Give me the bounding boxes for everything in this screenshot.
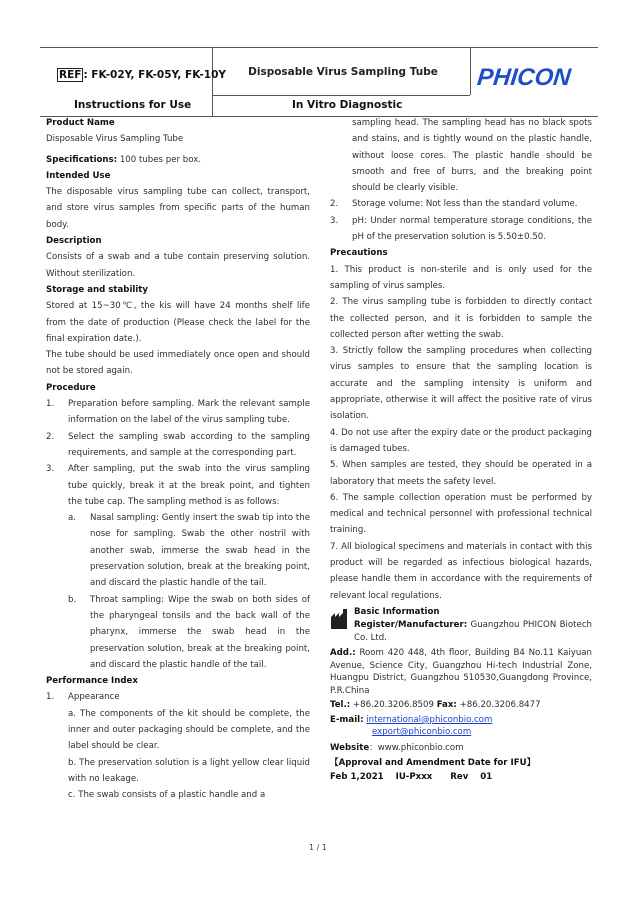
storage-heading: Storage and stability — [46, 284, 148, 295]
email-link-export[interactable]: export@phiconbio.com — [372, 727, 472, 738]
list-item — [46, 592, 310, 673]
tel-value: +86.20.3206.8509 — [350, 700, 437, 711]
fax-label: Fax: — [436, 700, 457, 711]
website — [330, 742, 592, 755]
item-number: 2. — [330, 199, 339, 210]
subheader-ivd: In Vitro Diagnostic — [292, 99, 403, 111]
document-title: Disposable Virus Sampling Tube — [248, 66, 438, 78]
description-heading: Description — [46, 236, 102, 247]
item-text: Throat sampling: Wipe the swab on both sides of the pharyngeal tonsils and the back wall of the pharynx, immerse the swab head in the preservation solution, break at the breaking point, and discard the plastic handle of the tail. — [90, 594, 310, 670]
manufacturer — [354, 619, 592, 645]
list-item — [46, 689, 310, 705]
manufacturer-icon — [330, 608, 348, 630]
precaution-4: 4. Do not use after the expiry date or the product packaging is damaged tubes. — [330, 427, 592, 454]
spec-label: Specifications: — [46, 154, 118, 165]
website-label: Website — [330, 743, 370, 754]
ref-models — [57, 69, 226, 81]
ref-models-text: : FK-02Y, FK-05Y, FK-10Y — [83, 69, 227, 81]
tel-label: Tel.: — [330, 700, 351, 711]
website-value[interactable]: ：www.phiconbio.com — [369, 743, 464, 754]
precautions-heading: Precautions — [330, 248, 388, 259]
header-divider-2 — [470, 47, 471, 95]
header-divider-1 — [212, 47, 213, 116]
precaution-6: 6. The sample collection operation must be performed by medical and technical personnel with professional technical training. — [330, 492, 592, 536]
address-value: Room 420 448, 4th floor, Building B4 No.11 Kaiyuan Avenue, Science City, Guangzhou Hi-tech Industrial Zone, Huangpu District, Guangzhou 510530,Guangdong Province, P.R.China — [330, 647, 592, 696]
item-text: Storage volume: Not less than the standard volume. — [352, 199, 578, 210]
telephone — [330, 699, 592, 712]
precaution-2: 2. The virus sampling tube is forbidden to directly contact the collected person, and it is forbidden to sample the collected person after wetting the swab. — [330, 297, 592, 340]
approval-value: Feb 1,2021 IU-Pxxx Rev 01 — [330, 772, 493, 783]
product-name: Disposable Virus Sampling Tube — [46, 134, 184, 145]
contact-block — [330, 647, 592, 784]
email-second — [330, 726, 592, 739]
performance-a: a. The components of the kit should be complete, the inner and outer packaging should be complete, and the label should be clear. — [68, 708, 310, 752]
phicon-logo — [475, 58, 573, 96]
item-text: After sampling, put the swab into the virus sampling tube quickly, break it at the break point, and tighten the tube cap. The sampling method is as follows: — [68, 464, 310, 507]
ref-label: REF — [59, 69, 82, 81]
performance-c-continued: sampling head. The sampling head has no black spots and stains, and is tightly wound on the plastic handle, without loose cores. The plastic handle should be smooth and free of burrs, and the breaking point should be clearly visible. — [352, 118, 592, 194]
precaution-7: 7. All biological specimens and materials in contact with this product will be regarded as infectious biological hazards, please handle them in accordance with the requirements of relevant local regulations. — [330, 541, 592, 601]
item-number: 1. — [46, 692, 55, 703]
list-item — [46, 510, 310, 591]
precaution-3: 3. Strictly follow the sampling procedures when collecting virus samples to ensure that the sampling location is accurate and the sampling intensity is uniform and appropriate, otherwise it will affect the positive rate of virus isolation. — [330, 346, 592, 422]
item-number: 2. — [46, 431, 55, 442]
item-text: Preparation before sampling. Mark the relevant sample information on the label of the virus sampling tube. — [68, 399, 310, 426]
page-number: 1 / 1 — [309, 843, 327, 852]
specifications — [46, 152, 310, 168]
storage-text-2: The tube should be used immediately once open and should not be stored again. — [46, 350, 310, 377]
intended-use-text: The disposable virus sampling tube can collect, transport, and store virus samples from specific parts of the human body. — [46, 187, 310, 230]
procedure-heading: Procedure — [46, 382, 96, 393]
precaution-5: 5. When samples are tested, they should be operated in a laboratory that meets the safety level. — [330, 460, 592, 487]
performance-c: c. The swab consists of a plastic handle and a — [68, 790, 266, 801]
basic-information — [330, 606, 592, 645]
storage-text-1: Stored at 15~30℃, the kis will have 24 months shelf life from the date of production (Please check the label for the final expiration date.). — [46, 301, 310, 344]
item-text: Nasal sampling: Gently insert the swab tip into the nose for sampling. Swab the other nostril with another swab, immerse the swab head in the preservation solution, break at the breaking point, and discard the plastic handle of the tail. — [90, 513, 310, 589]
list-item — [330, 213, 592, 246]
header-mid-rule — [212, 95, 470, 96]
subheader-instructions: Instructions for Use — [74, 99, 192, 111]
list-item — [46, 396, 310, 429]
item-number: a. — [68, 513, 76, 524]
item-number: b. — [68, 594, 77, 605]
performance-heading: Performance Index — [46, 676, 138, 687]
manufacturer-label: Register/Manufacturer: — [354, 619, 468, 630]
right-column — [330, 115, 592, 784]
performance-b: b. The preservation solution is a light yellow clear liquid with no leakage. — [68, 757, 310, 784]
item-text: Select the sampling swab according to the sampling requirements, and sample at the corresponding part. — [68, 431, 310, 458]
list-item — [46, 461, 310, 510]
email-label: E-mail: — [330, 714, 364, 725]
description-text: Consists of a swab and a tube contain preserving solution. Without sterilization. — [46, 252, 310, 279]
basic-info-heading: Basic Information — [354, 606, 440, 617]
address-label: Add.: — [330, 647, 356, 658]
left-column — [46, 115, 310, 803]
item-number: 3. — [46, 464, 55, 475]
email — [330, 714, 592, 727]
logo-text: PHICON — [475, 64, 573, 91]
item-text: Appearance — [68, 692, 120, 703]
manufacturer-value: Guangzhou PHICON Biotech Co. Ltd. — [354, 619, 592, 643]
item-number: 1. — [46, 399, 55, 410]
list-item — [46, 429, 310, 462]
intended-use-heading: Intended Use — [46, 170, 111, 181]
procedure-list — [46, 396, 310, 673]
list-item — [330, 196, 592, 212]
spec-value: 100 tubes per box. — [117, 154, 202, 165]
item-text: pH: Under normal temperature storage conditions, the pH of the preservation solution is 5.50±0.50. — [352, 215, 592, 243]
email-link-international[interactable]: international@phiconbio.com — [366, 714, 493, 725]
address — [330, 647, 592, 697]
fax-value: +86.20.3206.8477 — [456, 700, 541, 711]
header-top-rule — [40, 47, 598, 48]
precaution-1: 1. This product is non-sterile and is only used for the sampling of virus samples. — [330, 264, 592, 291]
approval-heading: 【Approval and Amendment Date for IFU】 — [330, 757, 536, 768]
item-number: 3. — [330, 215, 339, 226]
product-name-heading: Product Name — [46, 118, 115, 128]
